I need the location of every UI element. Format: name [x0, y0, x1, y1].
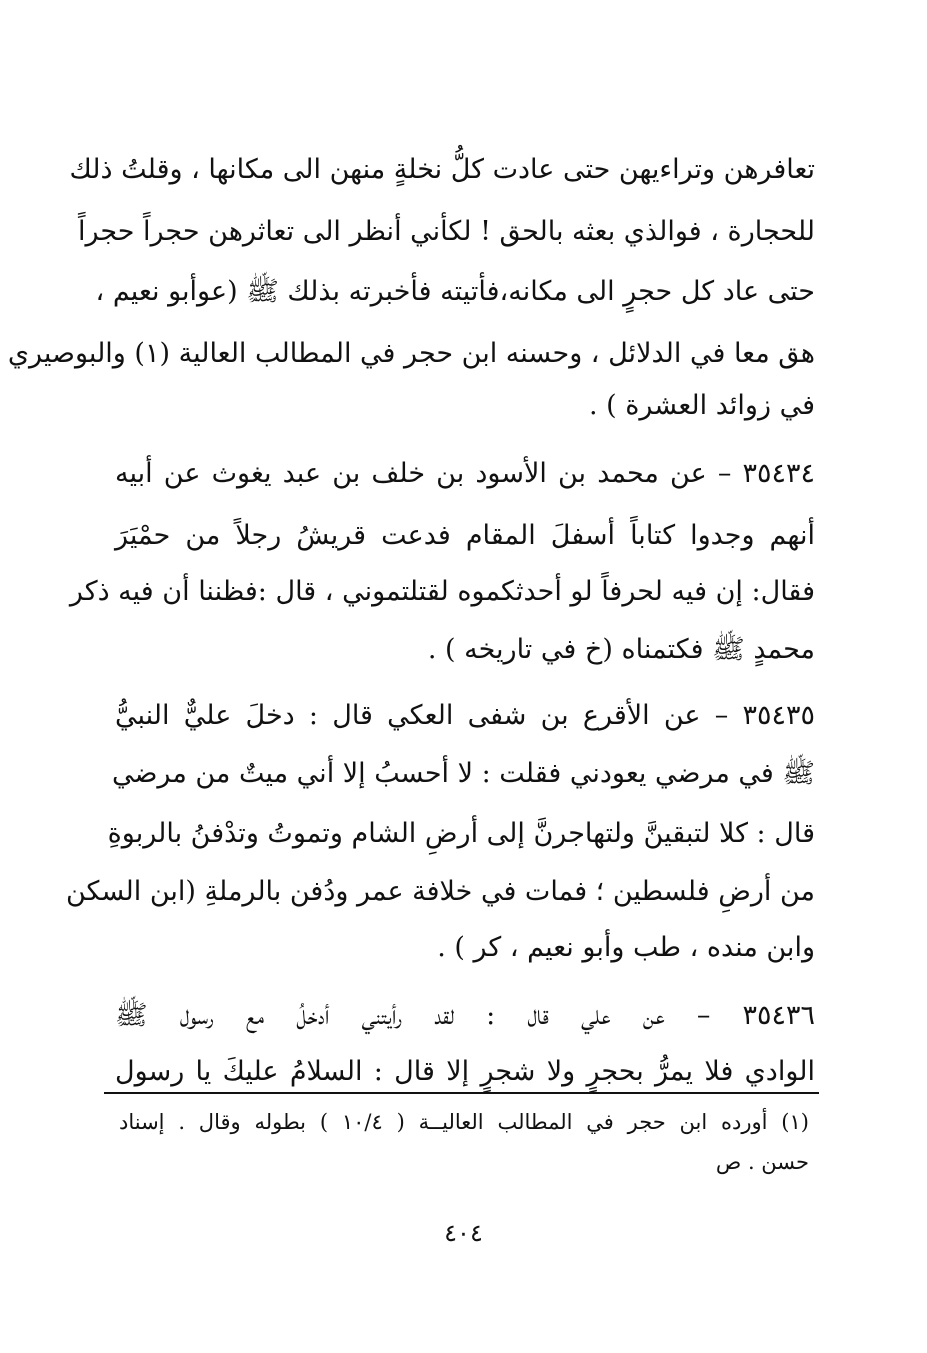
text-line: للحجارة ، فوالذي بعثه بالحق ! لكأني أنظر الى تعاثرهن حجراً حجراً [77, 216, 815, 247]
footnote-divider [104, 1092, 819, 1094]
text-line: هق معا في الدلائل ، وحسنه ابن حجر في المطالب العالية (١) والبوصيري [7, 338, 815, 369]
text-line: محمدٍ ﷺ فكتمناه (خ في تاريخه ) . [427, 634, 815, 665]
text-line: ٣٥٤٣٦ – عن علي قال : لقد رأيتني أدخلُ مع رسول ﷺ [115, 1000, 815, 1031]
text-line: تعافرهن وتراءيهن حتى عادت كلُّ نخلةٍ منهن الى مكانها ، وقلتُ ذلك [69, 154, 815, 185]
page-number: ٤٠٤ [444, 1219, 483, 1247]
text-line: في زوائد العشرة ) . [588, 390, 815, 421]
text-line: ٣٥٤٣٥ – عن الأقرع بن شفى العكي قال : دخلَ عليٌّ النبيُّ [115, 700, 815, 731]
text-line: حتى عاد كل حجرٍ الى مكانه،فأتيته فأخبرته بذلك ﷺ (عوأبو نعيم ، [95, 276, 815, 307]
text-line: وابن منده ، طب وأبو نعيم ، كر ) . [437, 932, 815, 963]
footnote-line: حسن . ص [715, 1150, 809, 1174]
text-line: ٣٥٤٣٤ – عن محمد بن الأسود بن خلف بن عبد يغوث عن أبيه [115, 458, 815, 489]
text-line: أنهم وجدوا كتاباً أسفلَ المقام فدعت قريشُ رجلاً من حمْيَرَ [115, 520, 815, 551]
text-line: فقال: إن فيه لحرفاً لو أحدثكموه لقتلتموني ، قال :فظننا أن فيه ذكر [69, 576, 815, 607]
text-line: ﷺ في مرضي يعودني فقلت : لا أحسبُ إلا أني ميتٌ من مرضي [112, 758, 815, 789]
text-line: قال : كلا لتبقينَّ ولتهاجرنَّ إلى أرضِ الشام وتموتُ وتدْفنُ بالربوةِ [107, 818, 815, 849]
text-line: من أرضِ فلسطين ؛ فمات في خلافة عمر ودُفن بالرملةِ (ابن السكن [66, 876, 815, 907]
text-line: الوادي فلا يمرُّ بحجرٍ ولا شجرٍ إلا قال : السلامُ عليكَ يا رسول [115, 1056, 815, 1087]
footnote-line: (١) أورده ابن حجر في المطالب العاليــة ( ١٠/٤ ) بطوله وقال . إسناد [119, 1110, 809, 1134]
